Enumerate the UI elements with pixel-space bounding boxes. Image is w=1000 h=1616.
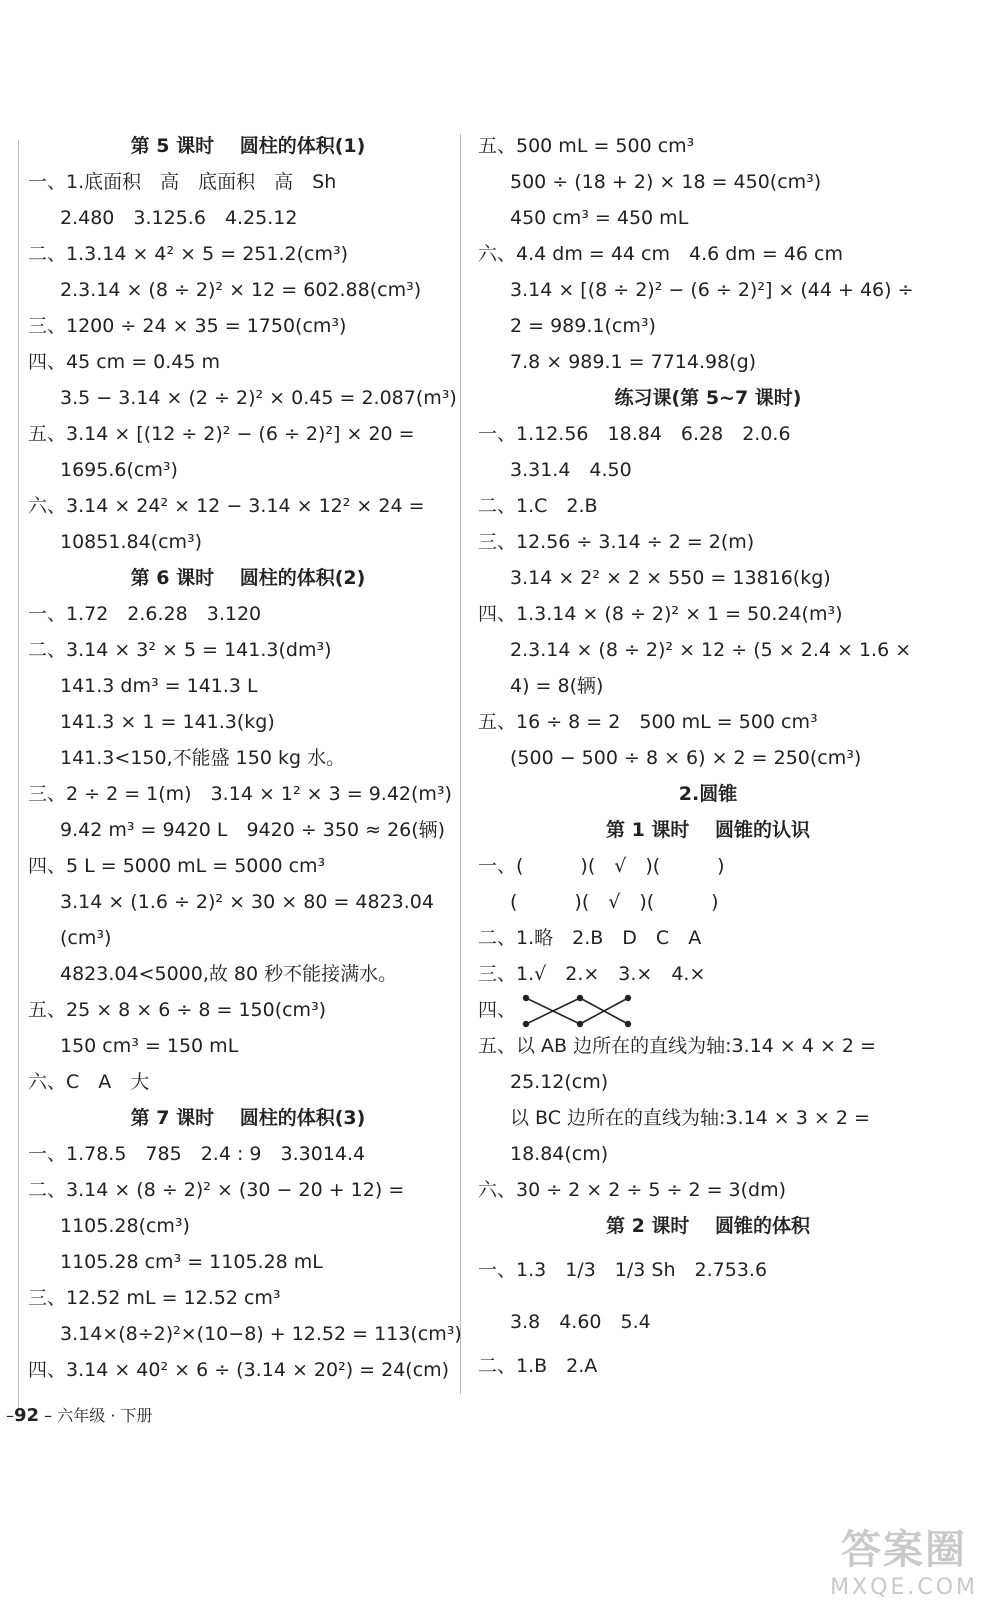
answer-text: 一、1.12.56 18.84 6.28 2.0.6 — [478, 423, 791, 445]
left-margin-rule — [18, 140, 19, 1410]
answer-line — [478, 488, 938, 524]
answer-line — [478, 1172, 938, 1208]
answer-text: 25.12(cm) — [510, 1071, 609, 1093]
answer-text: 四、 — [478, 999, 517, 1021]
answer-line — [478, 236, 938, 272]
answer-text: 以 BC 边所在的直线为轴:3.14 × 3 × 2 = — [510, 1107, 870, 1129]
matching-dot — [523, 994, 529, 1000]
answer-text: 二、1.B 2.A — [478, 1355, 598, 1377]
answer-text: 三、12.52 mL = 12.52 cm³ — [28, 1287, 281, 1309]
answer-text: 五、500 mL = 500 cm³ — [478, 135, 695, 157]
answer-text: 141.3<150,不能盛 150 kg 水。 — [60, 747, 346, 769]
answer-text: 1695.6(cm³) — [60, 459, 178, 481]
answer-text: 一、1.3 1/3 1/3 Sh 2.753.6 — [478, 1259, 768, 1281]
answer-text: (cm³) — [60, 927, 112, 949]
answer-text: ( )( √ )( ) — [510, 891, 719, 913]
answer-line — [478, 200, 938, 236]
answer-line — [28, 596, 468, 632]
answer-line — [28, 344, 468, 380]
answer-text: 3.14 × (1.6 ÷ 2)² × 30 × 80 = 4823.04 — [60, 891, 434, 913]
answer-line — [28, 1352, 468, 1388]
answer-text: 2.480 3.125.6 4.25.12 — [60, 207, 298, 229]
answer-text: 9.42 m³ = 9420 L 9420 ÷ 350 ≈ 26(辆) — [60, 819, 446, 841]
answer-line — [478, 524, 938, 560]
answer-text: 三、1200 ÷ 24 × 35 = 1750(cm³) — [28, 315, 347, 337]
answer-text: 10851.84(cm³) — [60, 531, 203, 553]
answer-line — [478, 704, 938, 740]
watermark-logo — [830, 1518, 978, 1600]
answer-line — [28, 416, 468, 452]
answer-line — [28, 992, 468, 1028]
answer-text: 第 5 课时 圆柱的体积(1) — [130, 135, 366, 157]
answer-line — [478, 1100, 938, 1136]
answer-text: 3.5 − 3.14 × (2 ÷ 2)² × 0.45 = 2.087(m³) — [60, 387, 457, 409]
answer-text: 四、1.3.14 × (8 ÷ 2)² × 1 = 50.24(m³) — [478, 603, 843, 625]
answer-line — [478, 884, 938, 920]
answer-line — [28, 1280, 468, 1316]
answer-line — [478, 668, 938, 704]
answer-text: 二、3.14 × 3² × 5 = 141.3(dm³) — [28, 639, 332, 661]
answer-line — [478, 596, 938, 632]
answer-line — [478, 164, 938, 200]
matching-dot — [523, 1020, 529, 1026]
answer-text: 141.3 × 1 = 141.3(kg) — [60, 711, 275, 733]
answer-line — [28, 956, 468, 992]
answer-line — [28, 236, 468, 272]
answer-text: 三、1.√ 2.× 3.× 4.× — [478, 963, 706, 985]
answer-text: 六、C A 大 — [28, 1071, 150, 1093]
answer-text: 六、4.4 dm = 44 cm 4.6 dm = 46 cm — [478, 243, 843, 265]
answer-line — [478, 272, 938, 308]
answer-line — [478, 1136, 938, 1172]
answer-line — [478, 1028, 938, 1064]
answer-line — [28, 452, 468, 488]
answer-text: 二、1.略 2.B D C A — [478, 927, 702, 949]
answer-text: 4) = 8(辆) — [510, 675, 604, 697]
answer-text: 五、25 × 8 × 6 ÷ 8 = 150(cm³) — [28, 999, 327, 1021]
answer-line — [28, 848, 468, 884]
answer-text: 四、45 cm = 0.45 m — [28, 351, 221, 373]
answer-text: 三、2 ÷ 2 = 1(m) 3.14 × 1² × 3 = 9.42(m³) — [28, 783, 452, 805]
answer-line — [478, 632, 938, 668]
answer-text: 二、1.C 2.B — [478, 495, 598, 517]
watermark-title: 答案圈 — [841, 1527, 968, 1573]
answer-text: 150 cm³ = 150 mL — [60, 1035, 239, 1057]
answer-text: 450 cm³ = 450 mL — [510, 207, 689, 229]
answer-line — [28, 272, 468, 308]
matching-dot — [625, 994, 631, 1000]
answer-line — [28, 668, 468, 704]
answer-line — [478, 560, 938, 596]
answer-text: 第 2 课时 圆锥的体积 — [605, 1215, 811, 1237]
answer-line — [28, 1028, 468, 1064]
answer-line — [478, 452, 938, 488]
answer-line — [28, 308, 468, 344]
section-heading — [28, 128, 468, 164]
answer-line — [28, 1208, 468, 1244]
answer-text: 五、以 AB 边所在的直线为轴:3.14 × 4 × 2 = — [478, 1035, 876, 1057]
left-column — [28, 128, 468, 1388]
matching-lines-diagram — [522, 994, 632, 1028]
answer-text: 3.14 × 2² × 2 × 550 = 13816(kg) — [510, 567, 831, 589]
section-heading — [478, 1208, 938, 1244]
answer-line — [28, 524, 468, 560]
answer-line — [28, 488, 468, 524]
answer-text: 2.3.14 × (8 ÷ 2)² × 12 = 602.88(cm³) — [60, 279, 422, 301]
answer-text: 1105.28 cm³ = 1105.28 mL — [60, 1251, 323, 1273]
answer-line — [478, 1296, 938, 1348]
answer-line — [28, 380, 468, 416]
answer-line — [478, 1244, 938, 1296]
answer-text: 3.14 × [(8 ÷ 2)² − (6 ÷ 2)²] × (44 + 46) ÷ — [510, 279, 914, 301]
answer-line — [478, 1348, 938, 1384]
answer-text: (500 − 500 ÷ 8 × 6) × 2 = 250(cm³) — [510, 747, 862, 769]
answer-line — [28, 1136, 468, 1172]
answer-line — [478, 416, 938, 452]
answer-line — [28, 1244, 468, 1280]
answer-text: 三、12.56 ÷ 3.14 ÷ 2 = 2(m) — [478, 531, 755, 553]
answer-line — [478, 308, 938, 344]
answer-text: 一、1.78.5 785 2.4 : 9 3.3014.4 — [28, 1143, 366, 1165]
answer-text: 五、3.14 × [(12 ÷ 2)² − (6 ÷ 2)²] × 20 = — [28, 423, 415, 445]
answer-line — [28, 704, 468, 740]
answer-text: 500 ÷ (18 + 2) × 18 = 450(cm³) — [510, 171, 822, 193]
answer-text: 2 = 989.1(cm³) — [510, 315, 656, 337]
answer-text: 2.3.14 × (8 ÷ 2)² × 12 ÷ (5 × 2.4 × 1.6 × — [510, 639, 912, 661]
answer-line — [28, 740, 468, 776]
answer-text: 一、1.底面积 高 底面积 高 Sh — [28, 171, 337, 193]
answer-line — [478, 992, 938, 1028]
section-heading — [478, 812, 938, 848]
answer-line — [478, 740, 938, 776]
section-heading — [28, 1100, 468, 1136]
answer-line — [28, 776, 468, 812]
answer-line — [28, 200, 468, 236]
answer-line — [478, 1064, 938, 1100]
answer-text: 二、3.14 × (8 ÷ 2)² × (30 − 20 + 12) = — [28, 1179, 405, 1201]
answer-line — [28, 812, 468, 848]
grade-label: 六年级 · 下册 — [57, 1406, 153, 1425]
answer-text: 141.3 dm³ = 141.3 L — [60, 675, 258, 697]
answer-line — [28, 884, 468, 920]
section-heading — [478, 380, 938, 416]
answer-text: 一、1.72 2.6.28 3.120 — [28, 603, 262, 625]
matching-dot — [577, 1020, 583, 1026]
answer-text: 四、5 L = 5000 mL = 5000 cm³ — [28, 855, 326, 877]
answer-line — [28, 1064, 468, 1100]
answer-line — [478, 128, 938, 164]
answer-text: 第 6 课时 圆柱的体积(2) — [130, 567, 366, 589]
answer-line — [478, 920, 938, 956]
answer-line — [28, 1172, 468, 1208]
answer-text: 18.84(cm) — [510, 1143, 609, 1165]
answer-text: 二、1.3.14 × 4² × 5 = 251.2(cm³) — [28, 243, 349, 265]
answer-line — [478, 956, 938, 992]
answer-text: 4823.04<5000,故 80 秒不能接满水。 — [60, 963, 398, 985]
section-heading — [28, 560, 468, 596]
answer-text: 3.31.4 4.50 — [510, 459, 632, 481]
answer-text: 1105.28(cm³) — [60, 1215, 190, 1237]
answer-text: 一、( )( √ )( ) — [478, 855, 725, 877]
answer-line — [28, 632, 468, 668]
answer-text: 六、3.14 × 24² × 12 − 3.14 × 12² × 24 = — [28, 495, 425, 517]
answer-text: 3.8 4.60 5.4 — [510, 1311, 651, 1333]
page-number: 92 — [14, 1405, 40, 1426]
answer-text: 第 7 课时 圆柱的体积(3) — [130, 1107, 366, 1129]
answer-text: 四、3.14 × 40² × 6 ÷ (3.14 × 20²) = 24(cm) — [28, 1359, 450, 1381]
watermark-url: MXQE.COM — [830, 1575, 978, 1600]
answer-text: 2.圆锥 — [678, 783, 738, 805]
answer-line — [28, 1316, 468, 1352]
page-footer: –92 – 六年级 · 下册 — [6, 1405, 153, 1426]
answer-text: 五、16 ÷ 8 = 2 500 mL = 500 cm³ — [478, 711, 818, 733]
answer-text: 六、30 ÷ 2 × 2 ÷ 5 ÷ 2 = 3(dm) — [478, 1179, 787, 1201]
right-column — [478, 128, 938, 1384]
answer-text: 练习课(第 5~7 课时) — [614, 387, 802, 409]
section-heading — [478, 776, 938, 812]
answer-text: 7.8 × 989.1 = 7714.98(g) — [510, 351, 757, 373]
answer-line — [28, 164, 468, 200]
answer-text: 第 1 课时 圆锥的认识 — [605, 819, 811, 841]
answer-text: 3.14×(8÷2)²×(10−8) + 12.52 = 113(cm³) — [60, 1323, 462, 1345]
matching-dot — [577, 994, 583, 1000]
matching-dot — [625, 1020, 631, 1026]
answer-line — [28, 920, 468, 956]
answer-line — [478, 848, 938, 884]
answer-line — [478, 344, 938, 380]
